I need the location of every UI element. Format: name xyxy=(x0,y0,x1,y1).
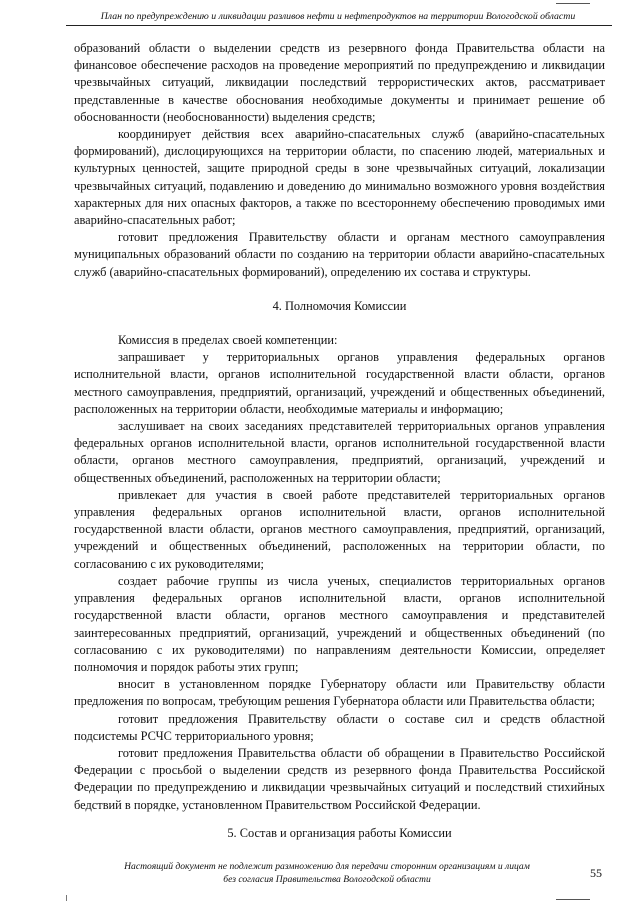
list-item: готовит предложения Правительству области о составе сил и средств областной подсистемы РСЧС территориального уровня; xyxy=(74,711,605,743)
list-item: готовит предложения Правительства области об обращении в Правительство Российской Федерации с просьбой о выделении средств из резервного фонда Правительства Российской Федерации по предупреждению и ликвидации чрезвычайных ситуаций и последствий стихийных бедствий в порядке, установленном Правительством Российской Федерации. xyxy=(74,745,605,812)
footer-notice-line-1: Настоящий документ не подлежит размножению для передачи сторонним организациям и лицам xyxy=(124,861,530,872)
paragraph-continued: образований области о выделении средств из резервного фонда Правительства области на финансовое обеспечение расходов на проведение мероприятий по предупреждению и ликвидации чрезвычайных ситуаций, ликвидации последствий террористических актов, рассматривает представленные в качестве обоснования необходимые документы и принимает решение об обоснованности (необоснованности) выделения средств; xyxy=(74,41,605,124)
paragraph-intro: Комиссия в пределах своей компетенции: xyxy=(118,333,338,348)
footer-notice xyxy=(92,860,562,886)
document-body xyxy=(74,40,605,842)
list-item: создает рабочие группы из числа ученых, специалистов территориальных органов управления федеральных органов исполнительной власти, органов исполнительной государственной власти области, органов местного самоуправления и представителей заинтересованных предприятий, организаций, учреждений и общественных объединений (по согласованию с их руководителями) по направлениям деятельности Комиссии, определяет полномочия и порядок работы этих групп; xyxy=(74,573,605,674)
scan-mark-bottom xyxy=(556,899,590,900)
list-item: запрашивает у территориальных органов управления федеральных органов исполнительной власти, органов исполнительной государственной власти области, органов местного самоуправления, предприятий, организаций, учреждений и общественных объединений, расположенных на территории области, необходимые материалы и информацию; xyxy=(74,350,605,416)
section-5-heading: 5. Состав и организация работы Комиссии xyxy=(227,825,452,840)
list-item: привлекает для участия в своей работе представителей территориальных органов управления федеральных органов исполнительной власти, органов исполнительной государственной власти области, органов местного самоуправления, предприятий, организаций, учреждений и общественных объединений, расположенных на территории области, по согласованию с их руководителями; xyxy=(74,487,605,571)
paragraph-prepares: готовит предложения Правительству области и органам местного самоуправления муниципальных образований области по созданию на территории области аварийно-спасательных служб (аварийно-спасательных формирований), определению их состава и структуры. xyxy=(74,230,605,279)
section-4-heading: 4. Полномочия Комиссии xyxy=(272,298,407,313)
list-item: вносит в установленном порядке Губернатору области или Правительству области предложения по вопросам, требующим решения Губернатора области или Правительства области; xyxy=(74,677,605,709)
footer-notice-line-2: без согласия Правительства Вологодской области xyxy=(223,874,431,885)
scan-mark-left xyxy=(66,895,67,901)
paragraph-coordinates: координирует действия всех аварийно-спасательных служб (аварийно-спасательных формирований), дислоцирующихся на территории области, по спасению людей, материальных и культурных ценностей, защите природной среды в зоне чрезвычайных ситуаций, локализации чрезвычайных ситуаций, подавлению и доведению до минимально возможного уровня воздействия характерных для них опасных факторов, а также по всестороннему обеспечению проводимых ими аварийно-спасательных работ; xyxy=(74,127,605,228)
list-item: заслушивает на своих заседаниях представителей территориальных органов управления федеральных органов исполнительной власти, органов исполнительной государственной власти области, органов местного самоуправления, предприятий, организаций, учреждений и общественных объединений, расположенных на территории области; xyxy=(74,419,605,485)
scan-mark-top xyxy=(556,3,590,4)
header-rule xyxy=(66,25,612,26)
running-header: План по предупреждению и ликвидации разливов нефти и нефтепродуктов на территории Вологодской области xyxy=(100,11,576,22)
page-number: 55 xyxy=(590,866,602,880)
